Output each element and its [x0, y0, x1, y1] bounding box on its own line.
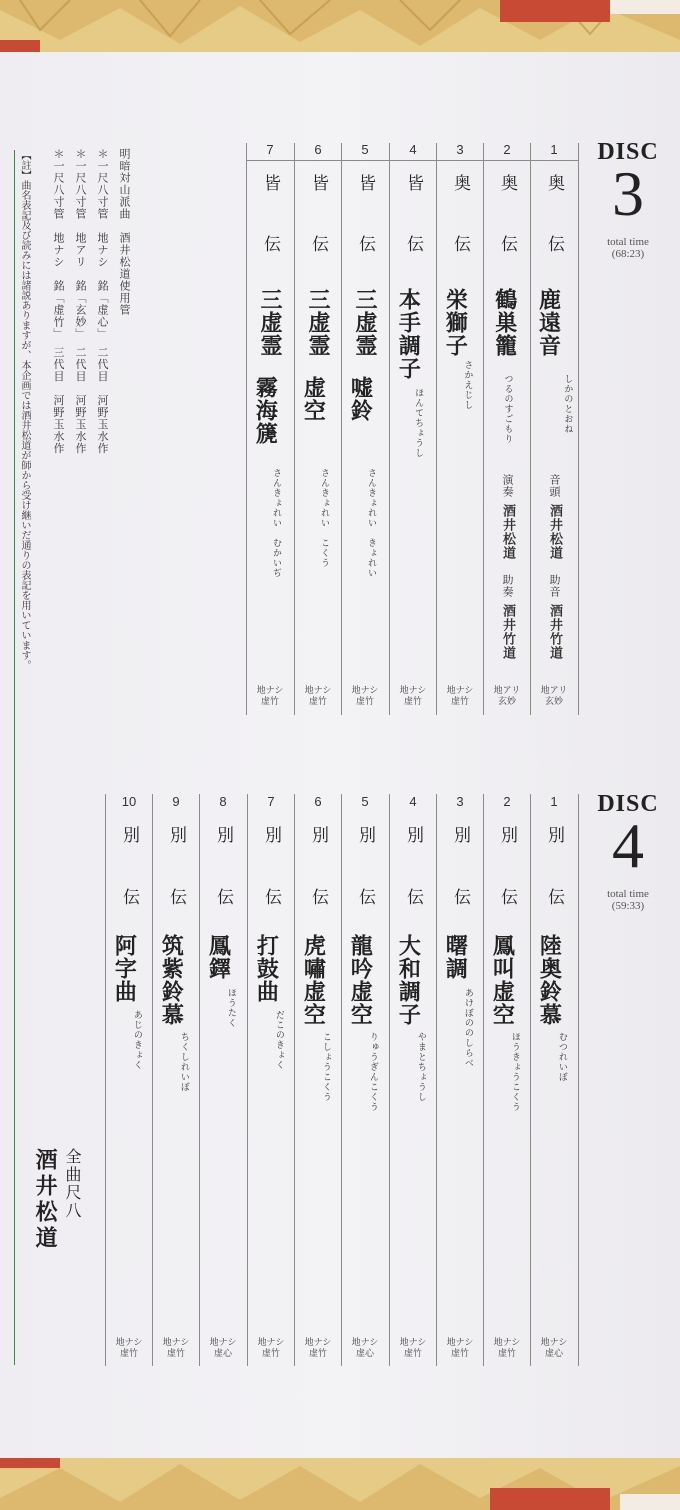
flute-type: 地ナシ	[446, 686, 474, 696]
column-rule	[578, 794, 579, 1366]
flute-name: 玄妙	[497, 697, 516, 707]
flute-note: ＊一尺八寸管 地ナシ 銘「虚竹」 三代目 河野玉水作	[52, 148, 65, 455]
track-reading: こしょうこくう	[320, 1032, 331, 1102]
track-reading: りゅうぎんこくう	[367, 1032, 378, 1112]
school-note: 明暗対山派曲 酒井松道使用管	[118, 148, 131, 316]
top-brocade-band	[0, 0, 680, 52]
track-title: 本手調子	[395, 288, 422, 380]
track-title: 龍吟虚空	[347, 934, 374, 1026]
assist-performer-role: 助奏	[501, 574, 514, 598]
track-number: 4	[409, 142, 417, 157]
track-den: 伝	[355, 888, 375, 905]
track-column	[248, 792, 294, 1366]
column-rule	[436, 794, 437, 1366]
flute-spec	[390, 1338, 436, 1360]
track-den: 伝	[166, 888, 186, 905]
track-column	[342, 140, 388, 715]
track-den: 伝	[544, 235, 564, 252]
track-category: 奥	[497, 174, 517, 191]
flute-spec	[484, 1338, 530, 1360]
column-rule	[105, 794, 106, 1366]
track-column	[342, 792, 388, 1366]
flute-name: 虚竹	[403, 697, 422, 707]
flute-spec	[437, 1338, 483, 1360]
track-column	[247, 140, 293, 715]
track-category: 別	[119, 826, 139, 843]
track-title: 三虚霊	[257, 288, 283, 357]
flute-type: 地ナシ	[493, 1338, 521, 1348]
track-column	[484, 792, 530, 1366]
track-category: 別	[308, 826, 328, 843]
track-den: 伝	[119, 888, 139, 905]
track-reading: しかのとおね	[562, 374, 573, 434]
album-series: 全曲尺八	[63, 1148, 82, 1220]
flute-type: 地ナシ	[304, 686, 332, 696]
track-number: 5	[361, 142, 369, 157]
total-time-label: total time	[607, 236, 649, 248]
track-reading: さかえじし	[462, 360, 473, 410]
flute-type: 地ナシ	[446, 1338, 474, 1348]
track-number: 8	[219, 794, 227, 809]
track-category: 皆	[260, 174, 280, 191]
track-den: 伝	[450, 888, 470, 905]
track-title: 阿字曲	[111, 934, 138, 1003]
flute-spec	[247, 686, 293, 708]
column-rule	[483, 143, 484, 715]
track-category: 奥	[450, 174, 470, 191]
flute-name: 虚竹	[450, 1349, 469, 1359]
flute-spec	[484, 686, 530, 708]
disc-label: DISC	[597, 791, 659, 817]
track-number: 1	[550, 142, 558, 157]
track-number: 7	[266, 142, 274, 157]
notes-divider	[14, 150, 15, 1365]
track-den: 伝	[544, 888, 564, 905]
flute-type: 地ナシ	[209, 1338, 237, 1348]
track-column	[295, 140, 341, 715]
track-title: 虎嘯虚空	[300, 934, 327, 1026]
column-rule	[294, 143, 295, 715]
track-column	[390, 140, 436, 715]
track-title: 三虚霊	[352, 288, 378, 357]
flute-spec	[106, 1338, 152, 1360]
track-number: 6	[314, 142, 322, 157]
track-category: 別	[213, 826, 233, 843]
track-subtitle: 霧海篪	[252, 376, 279, 445]
flute-name: 虚心	[213, 1349, 232, 1359]
flute-type: 地ナシ	[304, 1338, 332, 1348]
track-reading: あじのきょく	[131, 1010, 142, 1070]
assist-performer-name: 酒井竹道	[547, 604, 562, 660]
track-title: 栄獅子	[442, 288, 469, 357]
column-rule	[294, 794, 295, 1366]
track-number: 6	[314, 794, 322, 809]
column-rule	[199, 794, 200, 1366]
track-title: 曙調	[442, 934, 469, 980]
flute-spec	[342, 686, 388, 708]
column-rule	[341, 794, 342, 1366]
flute-name: 虚竹	[119, 1349, 138, 1359]
column-rule	[246, 143, 247, 715]
flute-name: 虚竹	[166, 1349, 185, 1359]
track-number: 2	[503, 794, 511, 809]
column-rule	[530, 794, 531, 1366]
disc4-header	[588, 792, 668, 912]
track-reading: やまとちょうし	[415, 1032, 426, 1102]
track-reading: だこのきょく	[273, 1010, 284, 1070]
track-column	[295, 792, 341, 1366]
track-category: 別	[544, 826, 564, 843]
track-title: 鶴巣籠	[491, 288, 518, 357]
track-category: 皆	[355, 174, 375, 191]
flute-name: 虚竹	[261, 1349, 280, 1359]
track-category: 別	[403, 826, 423, 843]
column-rule	[436, 143, 437, 715]
column-rule	[389, 794, 390, 1366]
track-subtitle: 嘘鈴	[347, 376, 374, 422]
track-number: 4	[409, 794, 417, 809]
disc-number: 4	[612, 810, 644, 881]
flute-spec	[153, 1338, 199, 1360]
track-reading: ほんてちょうし	[413, 388, 424, 458]
track-category: 別	[450, 826, 470, 843]
flute-name: 虚竹	[308, 697, 327, 707]
track-den: 伝	[403, 888, 423, 905]
track-category: 別	[497, 826, 517, 843]
track-category: 別	[166, 826, 186, 843]
flute-spec	[295, 686, 341, 708]
flute-name: 玄妙	[544, 697, 563, 707]
track-title: 三虚霊	[305, 288, 331, 357]
column-rule	[389, 143, 390, 715]
flute-type: 地ナシ	[257, 1338, 285, 1348]
flute-spec	[248, 1338, 294, 1360]
column-rule	[341, 143, 342, 715]
track-den: 伝	[497, 235, 517, 252]
flute-name: 虚竹	[403, 1349, 422, 1359]
flute-spec	[342, 1338, 388, 1360]
track-number: 10	[121, 794, 137, 809]
lead-performer-role: 演奏	[501, 474, 514, 498]
flute-type: 地ナシ	[399, 686, 427, 696]
lead-performer-name: 酒井松道	[547, 504, 562, 560]
track-number: 2	[503, 142, 511, 157]
flute-name: 虚竹	[497, 1349, 516, 1359]
track-den: 伝	[213, 888, 233, 905]
flute-spec	[295, 1338, 341, 1360]
track-title: 鹿遠音	[535, 288, 562, 357]
track-column	[200, 792, 246, 1366]
track-reading: さんきょれい こくう	[319, 468, 330, 568]
track-subtitle: 虚空	[300, 376, 327, 422]
flute-note: ＊一尺八寸管 地ナシ 銘「虚心」 二代目 河野玉水作	[96, 148, 109, 455]
track-column	[531, 792, 577, 1366]
lead-performer-role: 音頭	[548, 474, 561, 498]
track-title: 鳳叫虚空	[489, 934, 516, 1026]
disc3-header	[588, 140, 668, 260]
track-number: 3	[456, 794, 464, 809]
brocade-pattern	[0, 1458, 680, 1510]
flute-name: 虚心	[355, 1349, 374, 1359]
track-title: 筑紫鈴慕	[158, 934, 185, 1026]
track-title: 大和調子	[395, 934, 422, 1026]
flute-spec	[531, 1338, 577, 1360]
track-column	[390, 792, 436, 1366]
flute-spec	[390, 686, 436, 708]
flute-type: 地ナシ	[540, 1338, 568, 1348]
total-time-label: total time	[607, 888, 649, 900]
flute-type: 地アリ	[540, 686, 568, 696]
bottom-brocade-band	[0, 1458, 680, 1510]
flute-type: 地アリ	[493, 686, 521, 696]
track-category: 別	[261, 826, 281, 843]
track-reading: あけぼののしらべ	[462, 988, 473, 1068]
flute-type: 地ナシ	[351, 1338, 379, 1348]
total-time-value: (68:23)	[611, 248, 645, 260]
track-number: 9	[172, 794, 180, 809]
track-category: 皆	[403, 174, 423, 191]
track-reading: つるのすごもり	[502, 374, 513, 444]
track-column	[531, 140, 577, 715]
track-reading: さんきょれい きょれい	[366, 468, 377, 578]
remark-note: 【註】曲名表記及び読みには諸説ありますが、本企画では酒井松道が師から受け継いだ通りの表記を用いています。	[19, 150, 30, 670]
track-reading: さんきょれい むかいぢ	[271, 468, 282, 578]
track-den: 伝	[450, 235, 470, 252]
track-number: 7	[267, 794, 275, 809]
track-den: 伝	[403, 235, 423, 252]
track-category: 奥	[544, 174, 564, 191]
flute-type: 地ナシ	[162, 1338, 190, 1348]
track-column	[437, 140, 483, 715]
assist-performer-name: 酒井竹道	[500, 604, 515, 660]
column-rule	[152, 794, 153, 1366]
flute-type: 地ナシ	[115, 1338, 143, 1348]
column-rule	[247, 794, 248, 1366]
flute-name: 虚竹	[260, 697, 279, 707]
track-number: 5	[361, 794, 369, 809]
disc-label: DISC	[597, 139, 659, 165]
flute-name: 虚竹	[355, 697, 374, 707]
track-number: 3	[456, 142, 464, 157]
lead-performer-name: 酒井松道	[500, 504, 515, 560]
track-reading: むつれいぼ	[556, 1032, 567, 1082]
track-den: 伝	[308, 888, 328, 905]
flute-name: 虚竹	[308, 1349, 327, 1359]
column-rule	[578, 143, 579, 715]
track-category: 皆	[308, 174, 328, 191]
track-title: 陸奥鈴慕	[536, 934, 563, 1026]
track-den: 伝	[355, 235, 375, 252]
track-reading: ほうたく	[225, 988, 236, 1028]
column-rule	[483, 794, 484, 1366]
column-rule	[530, 143, 531, 715]
flute-name: 虚心	[544, 1349, 563, 1359]
album-brand	[32, 1148, 84, 1368]
total-time-value: (59:33)	[611, 900, 645, 912]
track-reading: ちくしれいぼ	[178, 1032, 189, 1092]
track-den: 伝	[260, 235, 280, 252]
flute-spec	[200, 1338, 246, 1360]
brocade-pattern	[0, 0, 680, 52]
track-den: 伝	[261, 888, 281, 905]
flute-type: 地ナシ	[399, 1338, 427, 1348]
flute-spec	[531, 686, 577, 708]
flute-type: 地ナシ	[351, 686, 379, 696]
performer-name: 酒井松道	[32, 1148, 58, 1252]
flute-note: ＊一尺八寸管 地アリ 銘「玄妙」 二代目 河野玉水作	[74, 148, 87, 455]
track-column	[106, 792, 152, 1366]
track-column	[437, 792, 483, 1366]
track-title: 打鼓曲	[253, 934, 280, 1003]
track-number: 1	[550, 794, 558, 809]
track-column	[484, 140, 530, 715]
track-reading: ほうきょうこくう	[509, 1032, 520, 1112]
track-den: 伝	[497, 888, 517, 905]
flute-type: 地ナシ	[256, 686, 284, 696]
disc-number: 3	[612, 158, 644, 229]
flute-spec	[437, 686, 483, 708]
track-den: 伝	[308, 235, 328, 252]
assist-performer-role: 助音	[548, 574, 561, 598]
flute-name: 虚竹	[450, 697, 469, 707]
track-title: 鳳鐸	[205, 934, 232, 980]
track-column	[153, 792, 199, 1366]
track-category: 別	[355, 826, 375, 843]
